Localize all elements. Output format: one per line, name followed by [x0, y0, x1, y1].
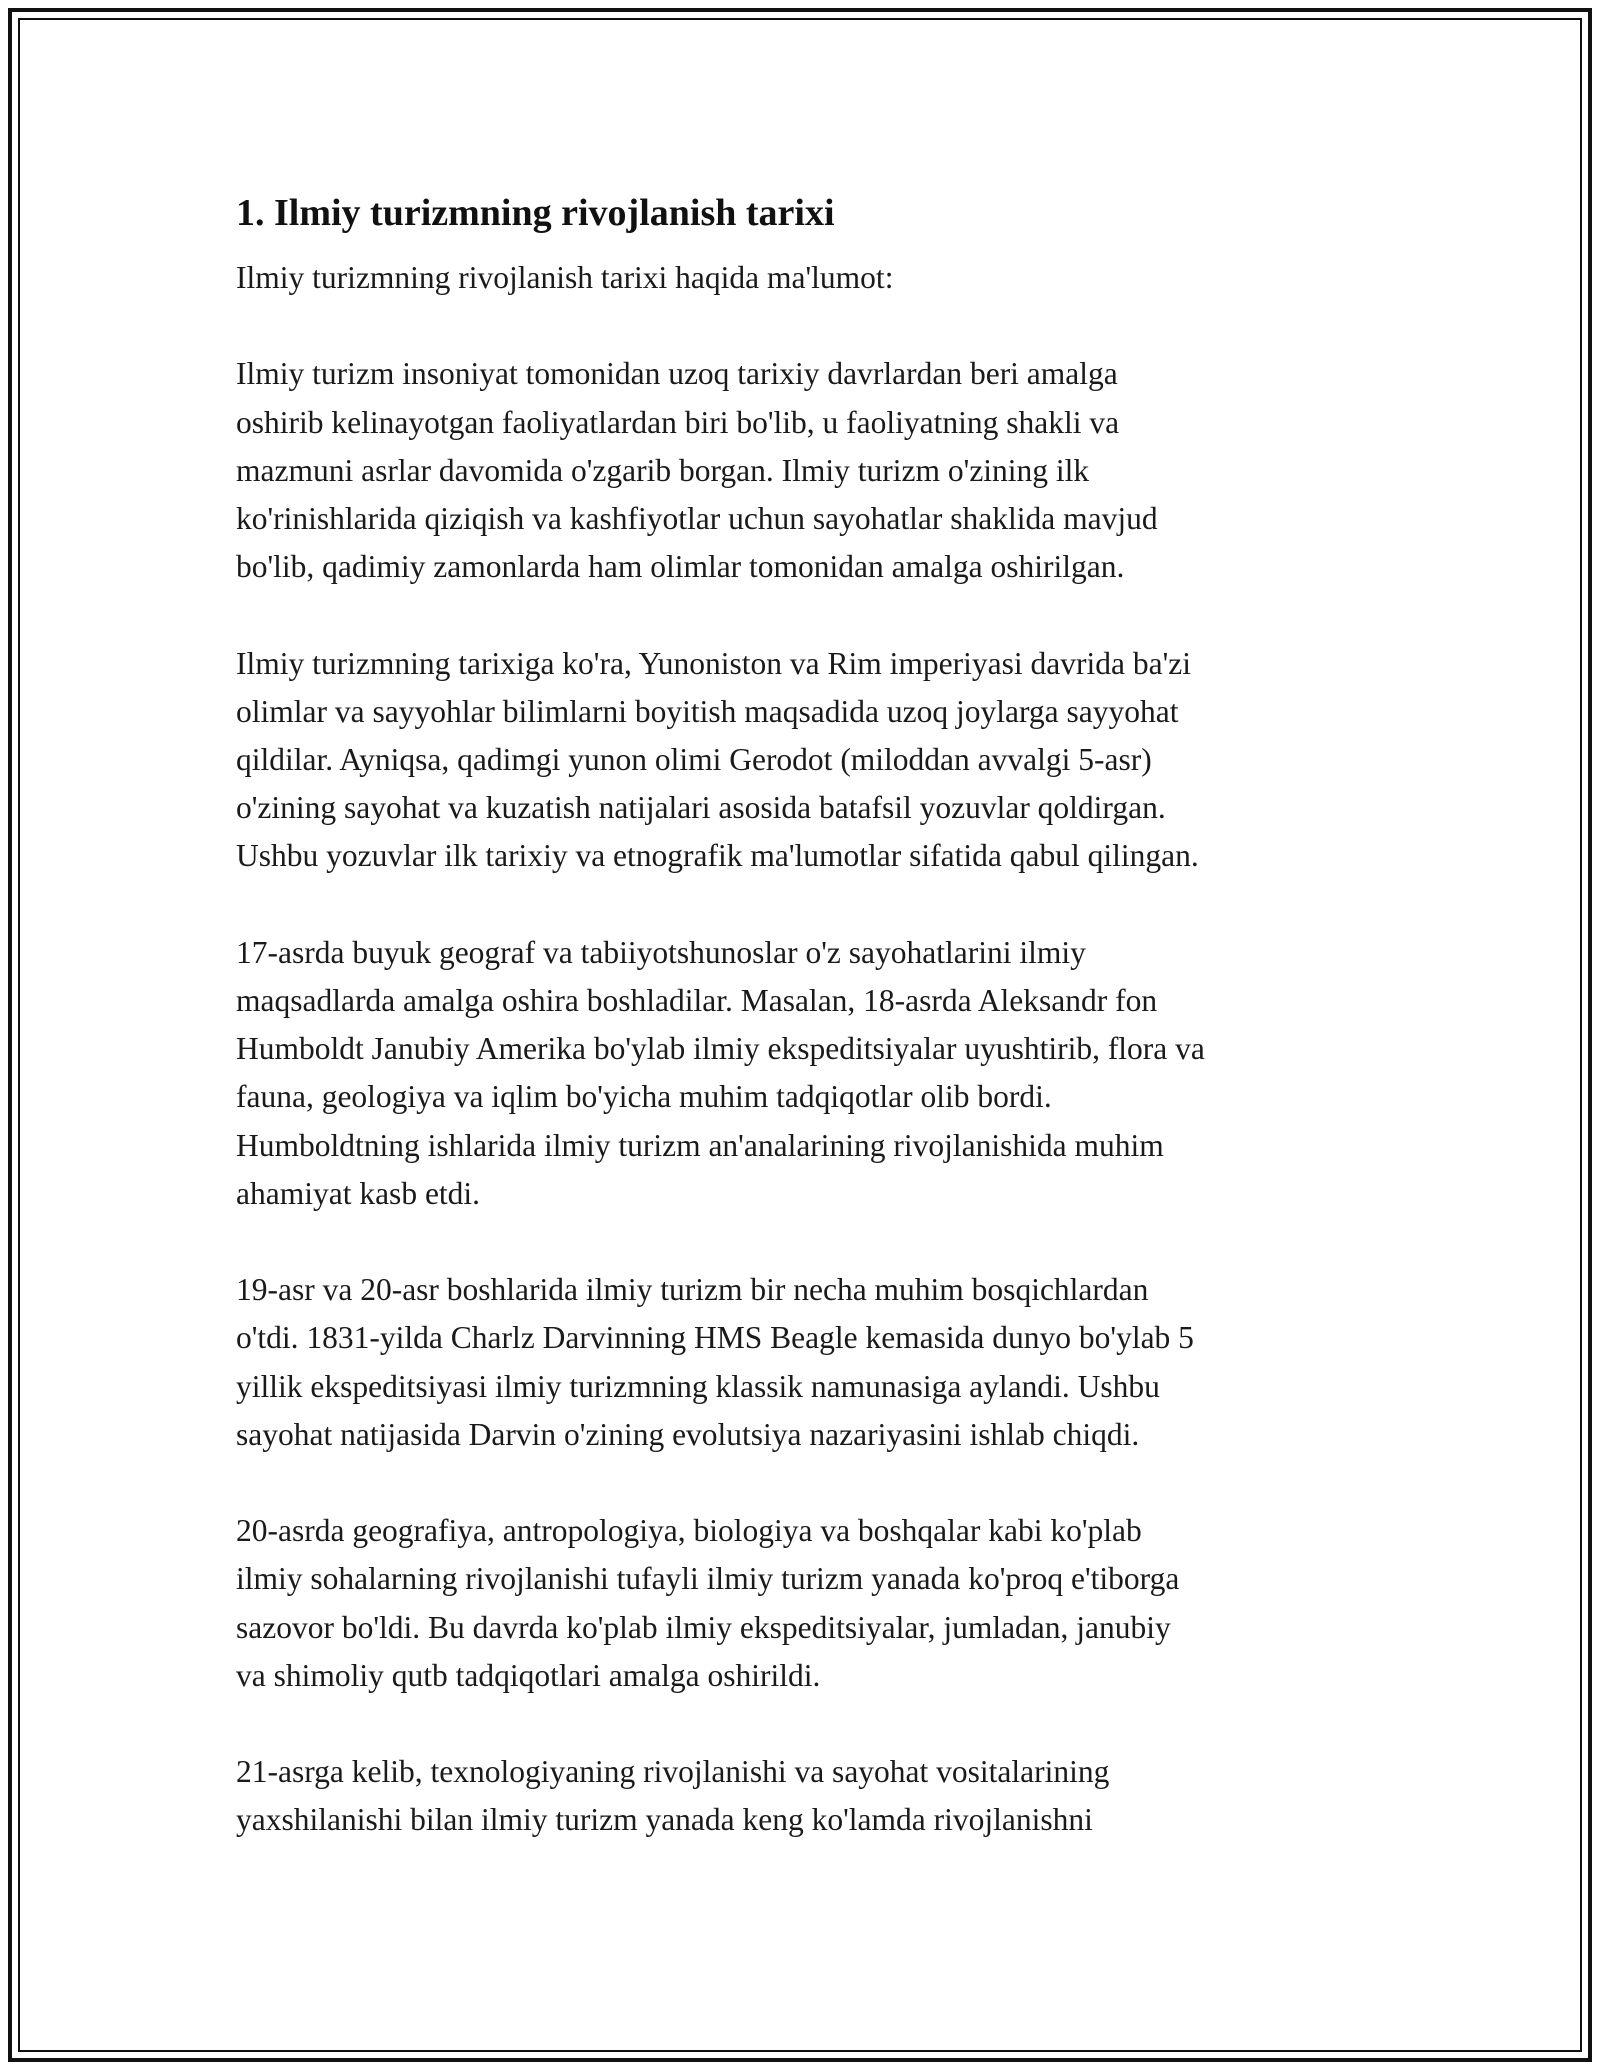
paragraph-21st-century: 21-asrga kelib, texnologiyaning rivojlanishi va sayohat vositalarining yaxshilanishi bilan ilmiy turizm yanada keng ko'lamda rivojlanishni: [236, 1754, 1110, 1838]
paragraph-19th-20th-century: 19-asr va 20-asr boshlarida ilmiy turizm bir necha muhim bosqichlardan o'tdi. 1831-yilda Charlz Darvinning HMS Beagle kemasida dunyo bo'ylab 5 yillik ekspeditsiyasi ilmiy turizmning klassik namunasiga aylandi. Ushbu sayohat natijasida Darvin o'zining evolutsiya nazariyasini ishlab chiqdi.: [236, 1272, 1194, 1452]
paragraph-ancient-origins: Ilmiy turizm insoniyat tomonidan uzoq tarixiy davrlardan beri amalga oshirib kelinayotgan faoliyatlardan biri bo'lib, u faoliyatning shakli va mazmuni asrlar davomida o'zgarib borgan. Ilmiy turizm o'zining ilk ko'rinishlarida qiziqish va kashfiyotlar uchun sayohatlar shaklida mavjud bo'lib, qadimiy zamonlarda ham olimlar tomonidan amalga oshirilgan.: [236, 356, 1158, 585]
section-heading: 1. Ilmiy turizmning rivojlanish tarixi: [236, 192, 835, 234]
paragraph-17th-18th-century: 17-asrda buyuk geograf va tabiiyotshunoslar o'z sayohatlarini ilmiy maqsadlarda amalga oshira boshladilar. Masalan, 18-asrda Aleksandr fon Humboldt Janubiy Amerika bo'ylab ilmiy ekspeditsiyalar uyushtirib, flora va fauna, geologiya va iqlim bo'yicha muhim tadqiqotlar olib bordi. Humboldtning ishlarida ilmiy turizm an'analarining rivojlanishida muhim ahamiyat kasb etdi.: [236, 934, 1205, 1211]
intro-line: Ilmiy turizmning rivojlanish tarixi haqida ma'lumot:: [236, 260, 894, 295]
paragraph-20th-century: 20-asrda geografiya, antropologiya, biologiya va boshqalar kabi ko'plab ilmiy sohalarning rivojlanishi tufayli ilmiy turizm yanada ko'proq e'tiborga sazovor bo'ldi. Bu davrda ko'plab ilmiy ekspeditsiyalar, jumladan, janubiy va shimoliy qutb tadqiqotlari amalga oshirildi.: [236, 1513, 1180, 1693]
document-body: [236, 186, 1376, 1893]
paragraph-greece-rome: Ilmiy turizmning tarixiga ko'ra, Yunoniston va Rim imperiyasi davrida ba'zi olimlar va sayyohlar bilimlarni boyitish maqsadida uzoq joylarga sayyohat qildilar. Ayniqsa, qadimgi yunon olimi Gerodot (miloddan avvalgi 5-asr) o'zining sayohat va kuzatish natijalari asosida batafsil yozuvlar qoldirgan. Ushbu yozuvlar ilk tarixiy va etnografik ma'lumotlar sifatida qabul qilingan.: [236, 645, 1199, 874]
